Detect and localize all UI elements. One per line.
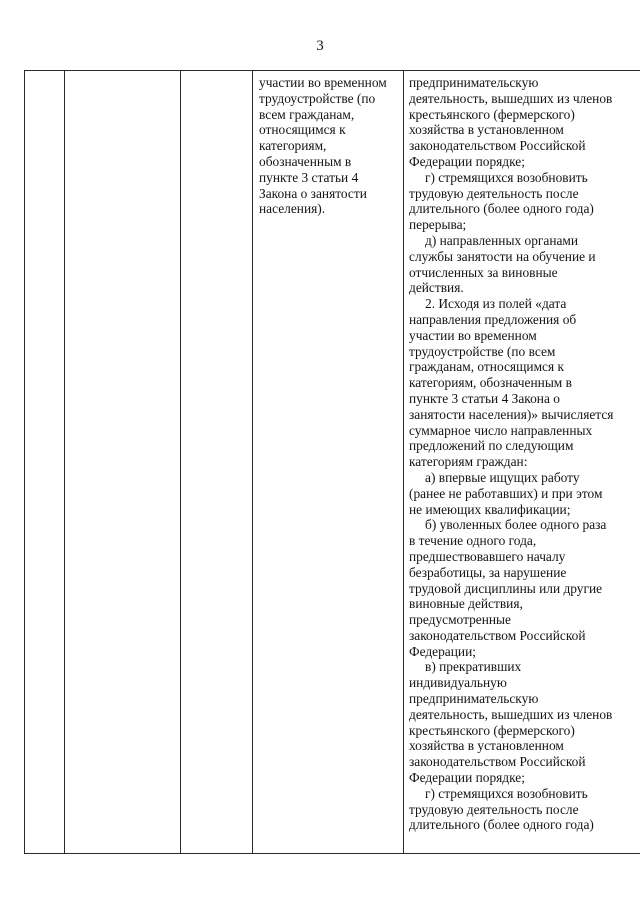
text-line: а) впервые ищущих работу [425, 469, 580, 485]
text-line: службы занятости на обучение и [409, 248, 596, 264]
text-line: Федерации порядке; [409, 153, 525, 169]
text-line: предпринимательскую [409, 691, 539, 707]
page-number: 3 [316, 38, 324, 54]
text-line: относящимся к [259, 122, 346, 138]
text-line: направления предложения об [409, 311, 577, 327]
text-line: (ранее не работавших) и при этом [409, 485, 603, 501]
text-line: занятости населения)» вычисляется [409, 406, 614, 422]
text-line: предусмотренные [409, 612, 511, 628]
text-line: законодательством Российской [409, 627, 586, 643]
table-cell-col4 [259, 75, 399, 217]
text-line: трудоустройстве (по [259, 90, 376, 106]
text-line: суммарное число направленных [409, 422, 593, 438]
text-line: всем гражданам, [259, 106, 355, 122]
text-line: предложений по следующим [409, 438, 574, 454]
text-line: г) стремящихся возобновить [425, 169, 588, 185]
text-line: трудовую деятельность после [409, 185, 579, 201]
text-line: перерыва; [409, 217, 467, 233]
text-line: категориям, обозначенным в [409, 375, 572, 391]
text-line: трудовой дисциплины или другие [409, 580, 603, 596]
text-line: длительного (более одного года) [409, 817, 594, 833]
text-line: длительного (более одного года) [409, 201, 594, 217]
table-divider-4 [403, 71, 404, 853]
text-line: крестьянского (фермерского) [409, 106, 575, 122]
text-line: в течение одного года, [409, 533, 537, 549]
text-line: деятельность, вышедших из членов [409, 90, 613, 106]
text-line: предшествовавшего началу [409, 548, 566, 564]
text-line: отчисленных за виновные [409, 264, 558, 280]
text-line: категориям граждан: [409, 454, 528, 470]
text-line: законодательством Российской [409, 754, 586, 770]
text-line: участии во временном [259, 75, 387, 90]
table-divider-3 [252, 71, 253, 853]
text-line: участии во временном [409, 327, 537, 343]
text-line: хозяйства в установленном [409, 122, 564, 138]
text-line: 2. Исходя из полей «дата [425, 296, 567, 312]
text-line: категориям, [259, 138, 327, 154]
text-line: Закона о занятости [259, 185, 367, 201]
table-border-left [24, 71, 25, 853]
text-line: хозяйства в установленном [409, 738, 564, 754]
text-line: населения). [259, 201, 326, 217]
text-line: гражданам, относящимся к [409, 359, 564, 375]
text-line: пункте 3 статьи 4 Закона о [409, 390, 560, 406]
table-divider-1 [64, 71, 65, 853]
continuation-table [24, 70, 640, 854]
text-line: безработицы, за нарушение [409, 564, 567, 580]
text-line: трудовую деятельность после [409, 801, 579, 817]
text-line: не имеющих квалификации; [409, 501, 571, 517]
text-line: деятельность, вышедших из членов [409, 706, 613, 722]
text-line: законодательством Российской [409, 138, 586, 154]
text-line: действия. [409, 280, 464, 296]
text-line: индивидуальную [409, 675, 507, 691]
text-line: б) уволенных более одного раза [425, 517, 607, 533]
text-line: обозначенным в [259, 153, 352, 169]
text-line: трудоустройстве (по всем [409, 343, 556, 359]
text-line: Федерации порядке; [409, 770, 525, 786]
text-line: пункте 3 статьи 4 [259, 169, 359, 185]
text-line: в) прекративших [425, 659, 522, 675]
table-divider-2 [180, 71, 181, 853]
text-line: крестьянского (фермерского) [409, 722, 575, 738]
text-line: Федерации; [409, 643, 476, 659]
text-line: г) стремящихся возобновить [425, 785, 588, 801]
text-line: д) направленных органами [425, 232, 579, 248]
text-line: предпринимательскую [409, 75, 539, 90]
text-line: виновные действия, [409, 596, 523, 612]
table-cell-col5 [409, 75, 635, 833]
